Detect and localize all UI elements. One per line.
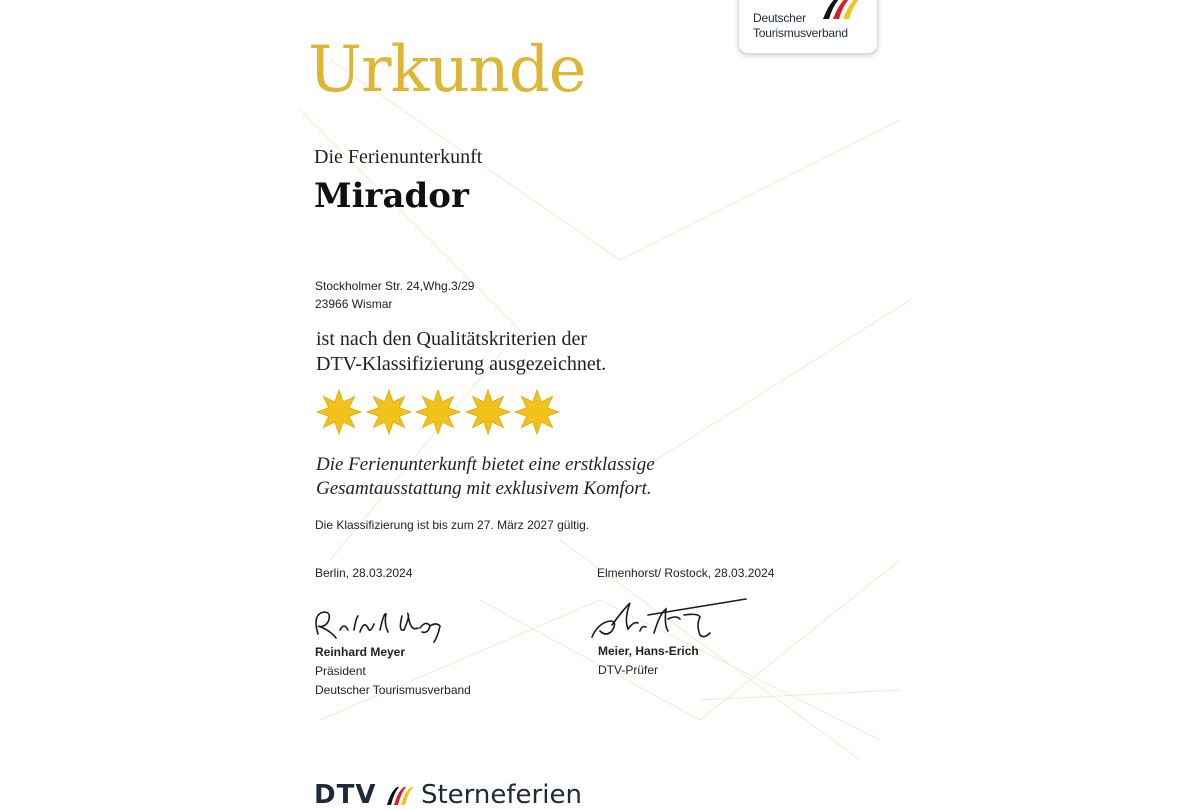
footer-brand-dtv: DTV: [314, 780, 377, 810]
signatory-left-name: Reinhard Meyer: [315, 645, 406, 659]
signature-left: [310, 604, 450, 644]
star-icon: [365, 388, 413, 436]
quality-text-line1: ist nach den Qualitätskriterien der: [316, 328, 588, 350]
signatory-right: [598, 642, 699, 680]
logo-text-line2: Tourismusverband: [753, 26, 848, 40]
signatory-left-org: Deutscher Tourismusverband: [315, 683, 471, 697]
place-date-right: Elmenhorst/ Rostock, 28.03.2024: [597, 566, 775, 580]
property-name: Mirador: [314, 176, 469, 216]
star-icon: [315, 388, 363, 436]
star-icon: [464, 388, 512, 436]
logo-text-line1: Deutscher: [753, 11, 806, 25]
star-icon: [513, 388, 561, 436]
footer-brand-product: Sterneferien: [420, 780, 582, 810]
footer-brand: [314, 780, 582, 810]
address-street: Stockholmer Str. 24,Whg.3/29: [315, 279, 475, 293]
intro-label: Die Ferienunterkunft: [314, 146, 483, 168]
footer-swoosh-icon: [385, 785, 413, 807]
signature-right: [588, 595, 748, 645]
place-date-left: Berlin, 28.03.2024: [315, 566, 413, 580]
logo-text: [753, 11, 863, 41]
signatory-left-role: Präsident: [315, 664, 366, 678]
validity-note: Die Klassifizierung ist bis zum 27. März 2027 gültig.: [315, 518, 590, 532]
dtv-logo: [738, 0, 878, 54]
quality-text-line2: DTV-Klassifizierung ausgezeichnet.: [316, 353, 607, 375]
signatory-right-name: Meier, Hans-Erich: [598, 644, 699, 658]
star-icon: [414, 388, 462, 436]
description-line1: Die Ferienunterkunft bietet eine erstklassige: [316, 454, 655, 475]
address-city: 23966 Wismar: [315, 297, 393, 311]
description-line2: Gesamtausstattung mit exklusivem Komfort.: [316, 478, 652, 499]
signatory-right-role: DTV-Prüfer: [598, 663, 659, 677]
certificate-title: Urkunde: [308, 33, 586, 107]
signatory-left: [315, 643, 471, 700]
